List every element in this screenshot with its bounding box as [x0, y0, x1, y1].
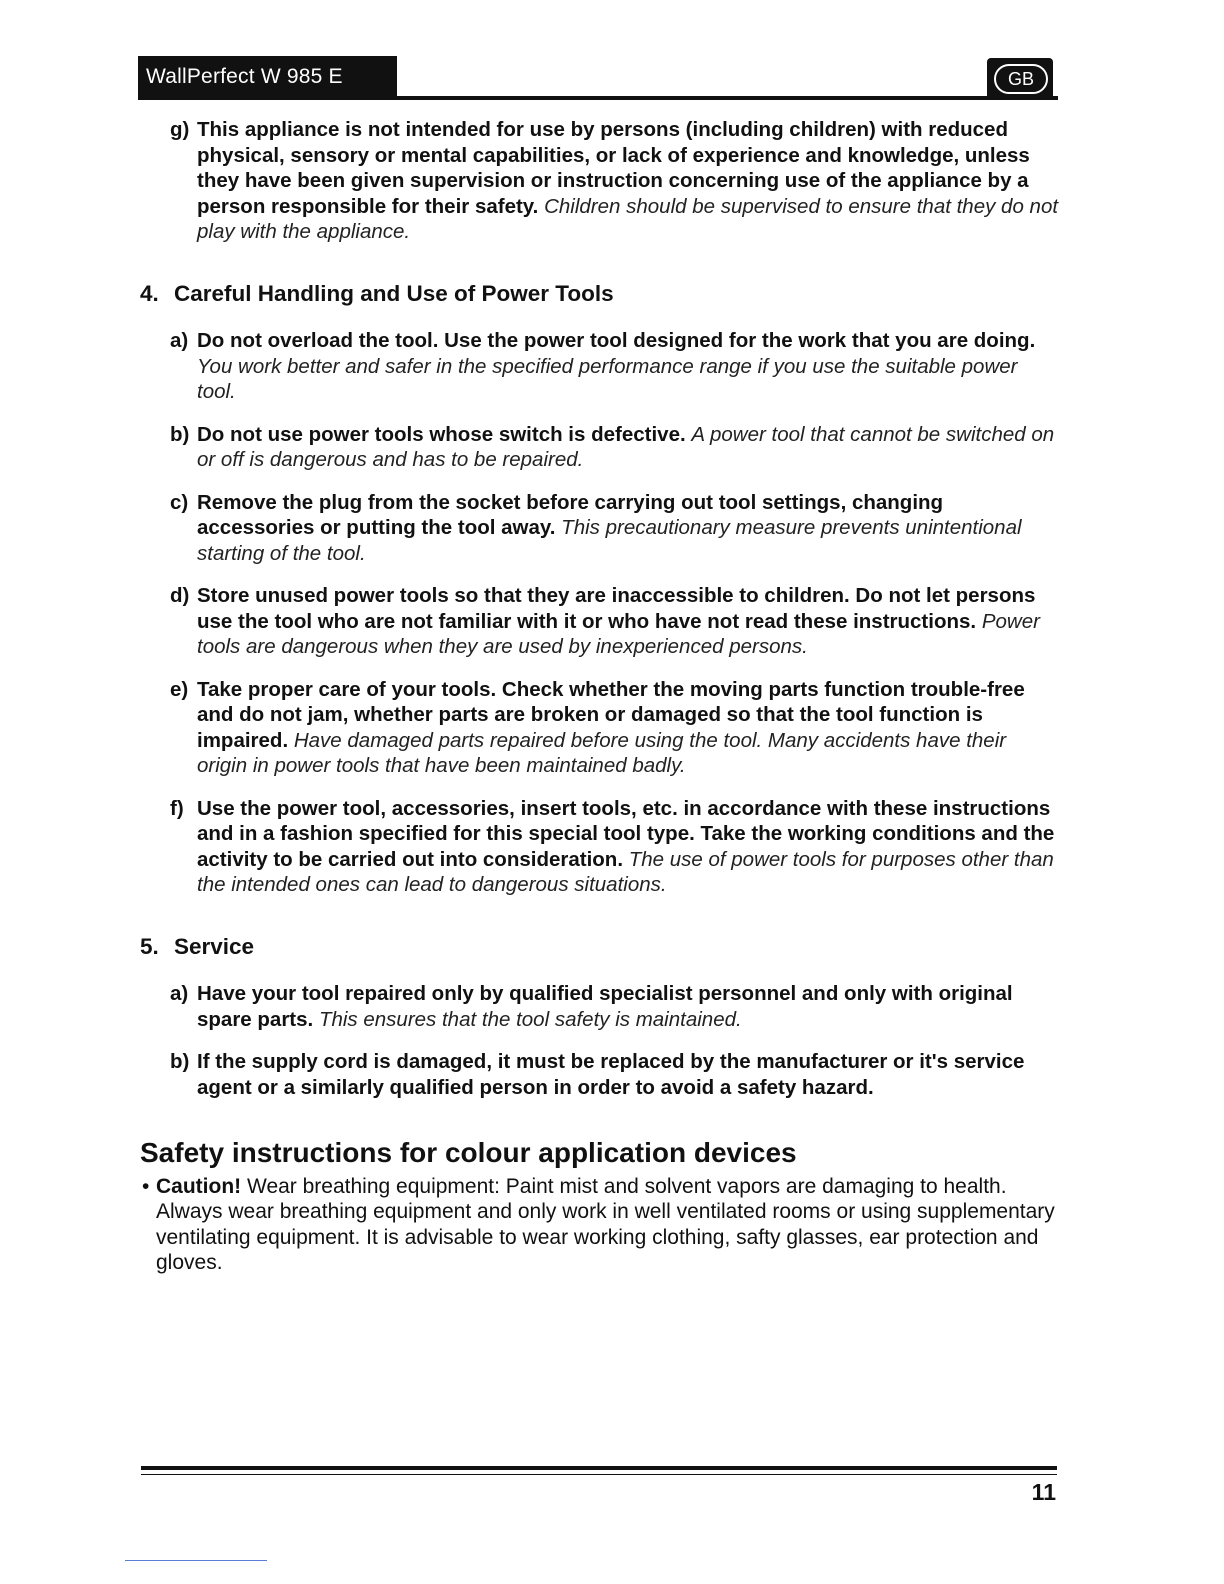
section-5-heading	[140, 934, 1060, 960]
item-marker: e)	[170, 677, 189, 701]
instruction-5b	[140, 1049, 1060, 1100]
instruction-4f	[140, 796, 1060, 898]
instruction-4c	[140, 490, 1060, 567]
footer-rule-thin	[141, 1474, 1057, 1475]
instruction-4d	[140, 583, 1060, 660]
instruction-g	[140, 117, 1060, 245]
item-bold-text: This appliance is not intended for use by persons (including children) with reduced physical, sensory or mental capabilities, or lack of experience and knowledge, unless they have been given supervision or instruction concerning use of the appliance by a person responsible for their safety.	[197, 118, 1030, 218]
item-bold-text: Have your tool repaired only by qualified specialist personnel and only with original spare parts.	[197, 982, 1013, 1031]
instruction-4a	[140, 328, 1060, 405]
item-bold-text: Do not use power tools whose switch is defective.	[197, 422, 686, 446]
item-bold-text: Remove the plug from the socket before carrying out tool settings, changing accessories or putting the tool away.	[197, 490, 944, 539]
scan-artifact-line	[125, 1560, 267, 1561]
section-title: Careful Handling and Use of Power Tools	[174, 280, 614, 306]
footer-rule	[141, 1466, 1057, 1470]
item-marker: c)	[170, 490, 189, 514]
item-marker: f)	[170, 796, 184, 820]
caution-text: Wear breathing equipment: Paint mist and solvent vapors are damaging to health. Always wear breathing equipment and only work in well ventilated rooms or using supplementary ventilating equipment. It is advisable to wear working clothing, safty glasses, ear protection and gloves.	[156, 1174, 1055, 1274]
item-italic-text: A power tool that cannot be switched on or off is dangerous and has to be repaired.	[197, 422, 1055, 471]
item-italic-text: Power tools are dangerous when they are used by inexperienced persons.	[197, 609, 1040, 658]
page-content	[140, 117, 1060, 1276]
item-marker: b)	[170, 422, 190, 446]
item-italic-text: This ensures that the tool safety is maintained.	[318, 1007, 742, 1031]
language-badge	[987, 58, 1053, 98]
item-bold-text: Take proper care of your tools. Check whether the moving parts function trouble-free and do not jam, whether parts are broken or damaged so that the tool function is impaired.	[197, 677, 1025, 752]
item-bold-text: If the supply cord is damaged, it must be replaced by the manufacturer or it's service agent or a similarly qualified person in order to avoid a safety hazard.	[197, 1050, 1025, 1099]
section-title: Service	[174, 933, 255, 959]
item-italic-text: This precautionary measure prevents unintentional starting of the tool.	[197, 516, 1022, 565]
bullet-marker: •	[142, 1174, 150, 1198]
section-number: 4.	[140, 280, 159, 306]
instruction-4b	[140, 422, 1060, 473]
section-number: 5.	[140, 933, 159, 959]
instruction-5a	[140, 981, 1060, 1032]
item-marker: b)	[170, 1050, 190, 1073]
section-4-heading	[140, 281, 1060, 307]
item-marker: a)	[170, 329, 189, 352]
item-marker: g)	[170, 118, 190, 141]
document-title-badge: WallPerfect W 985 E	[138, 56, 397, 98]
header-rule	[138, 96, 1058, 100]
caution-label: Caution!	[156, 1174, 242, 1198]
item-bold-text: Store unused power tools so that they are inaccessible to children. Do not let persons use the tool who are not familiar with it or who have not read these instructions.	[197, 584, 1036, 633]
item-marker: a)	[170, 982, 189, 1005]
page-number: 11	[1031, 1479, 1056, 1505]
item-italic-text: Children should be supervised to ensure that they do not play with the appliance.	[197, 194, 1059, 243]
item-italic-text: The use of power tools for purposes other than the intended ones can lead to dangerous situations.	[197, 847, 1054, 896]
item-italic-text: You work better and safer in the specified performance range if you use the suitable power tool.	[197, 354, 1018, 403]
item-italic-text: Have damaged parts repaired before using the tool. Many accidents have their origin in power tools that have been maintained badly.	[197, 728, 1007, 777]
instruction-4e	[140, 677, 1060, 779]
item-bold-text: Use the power tool, accessories, insert tools, etc. in accordance with these instructions and in a fashion specified for this special tool type. Take the working conditions and the activity to be carried out into consideration.	[197, 796, 1055, 871]
item-marker: d)	[170, 584, 190, 607]
colour-safety-heading: Safety instructions for colour application devices	[140, 1137, 797, 1168]
item-bold-text: Do not overload the tool. Use the power tool designed for the work that you are doing.	[197, 329, 1036, 352]
language-code: GB	[994, 64, 1048, 94]
caution-bullet	[140, 1174, 1060, 1276]
